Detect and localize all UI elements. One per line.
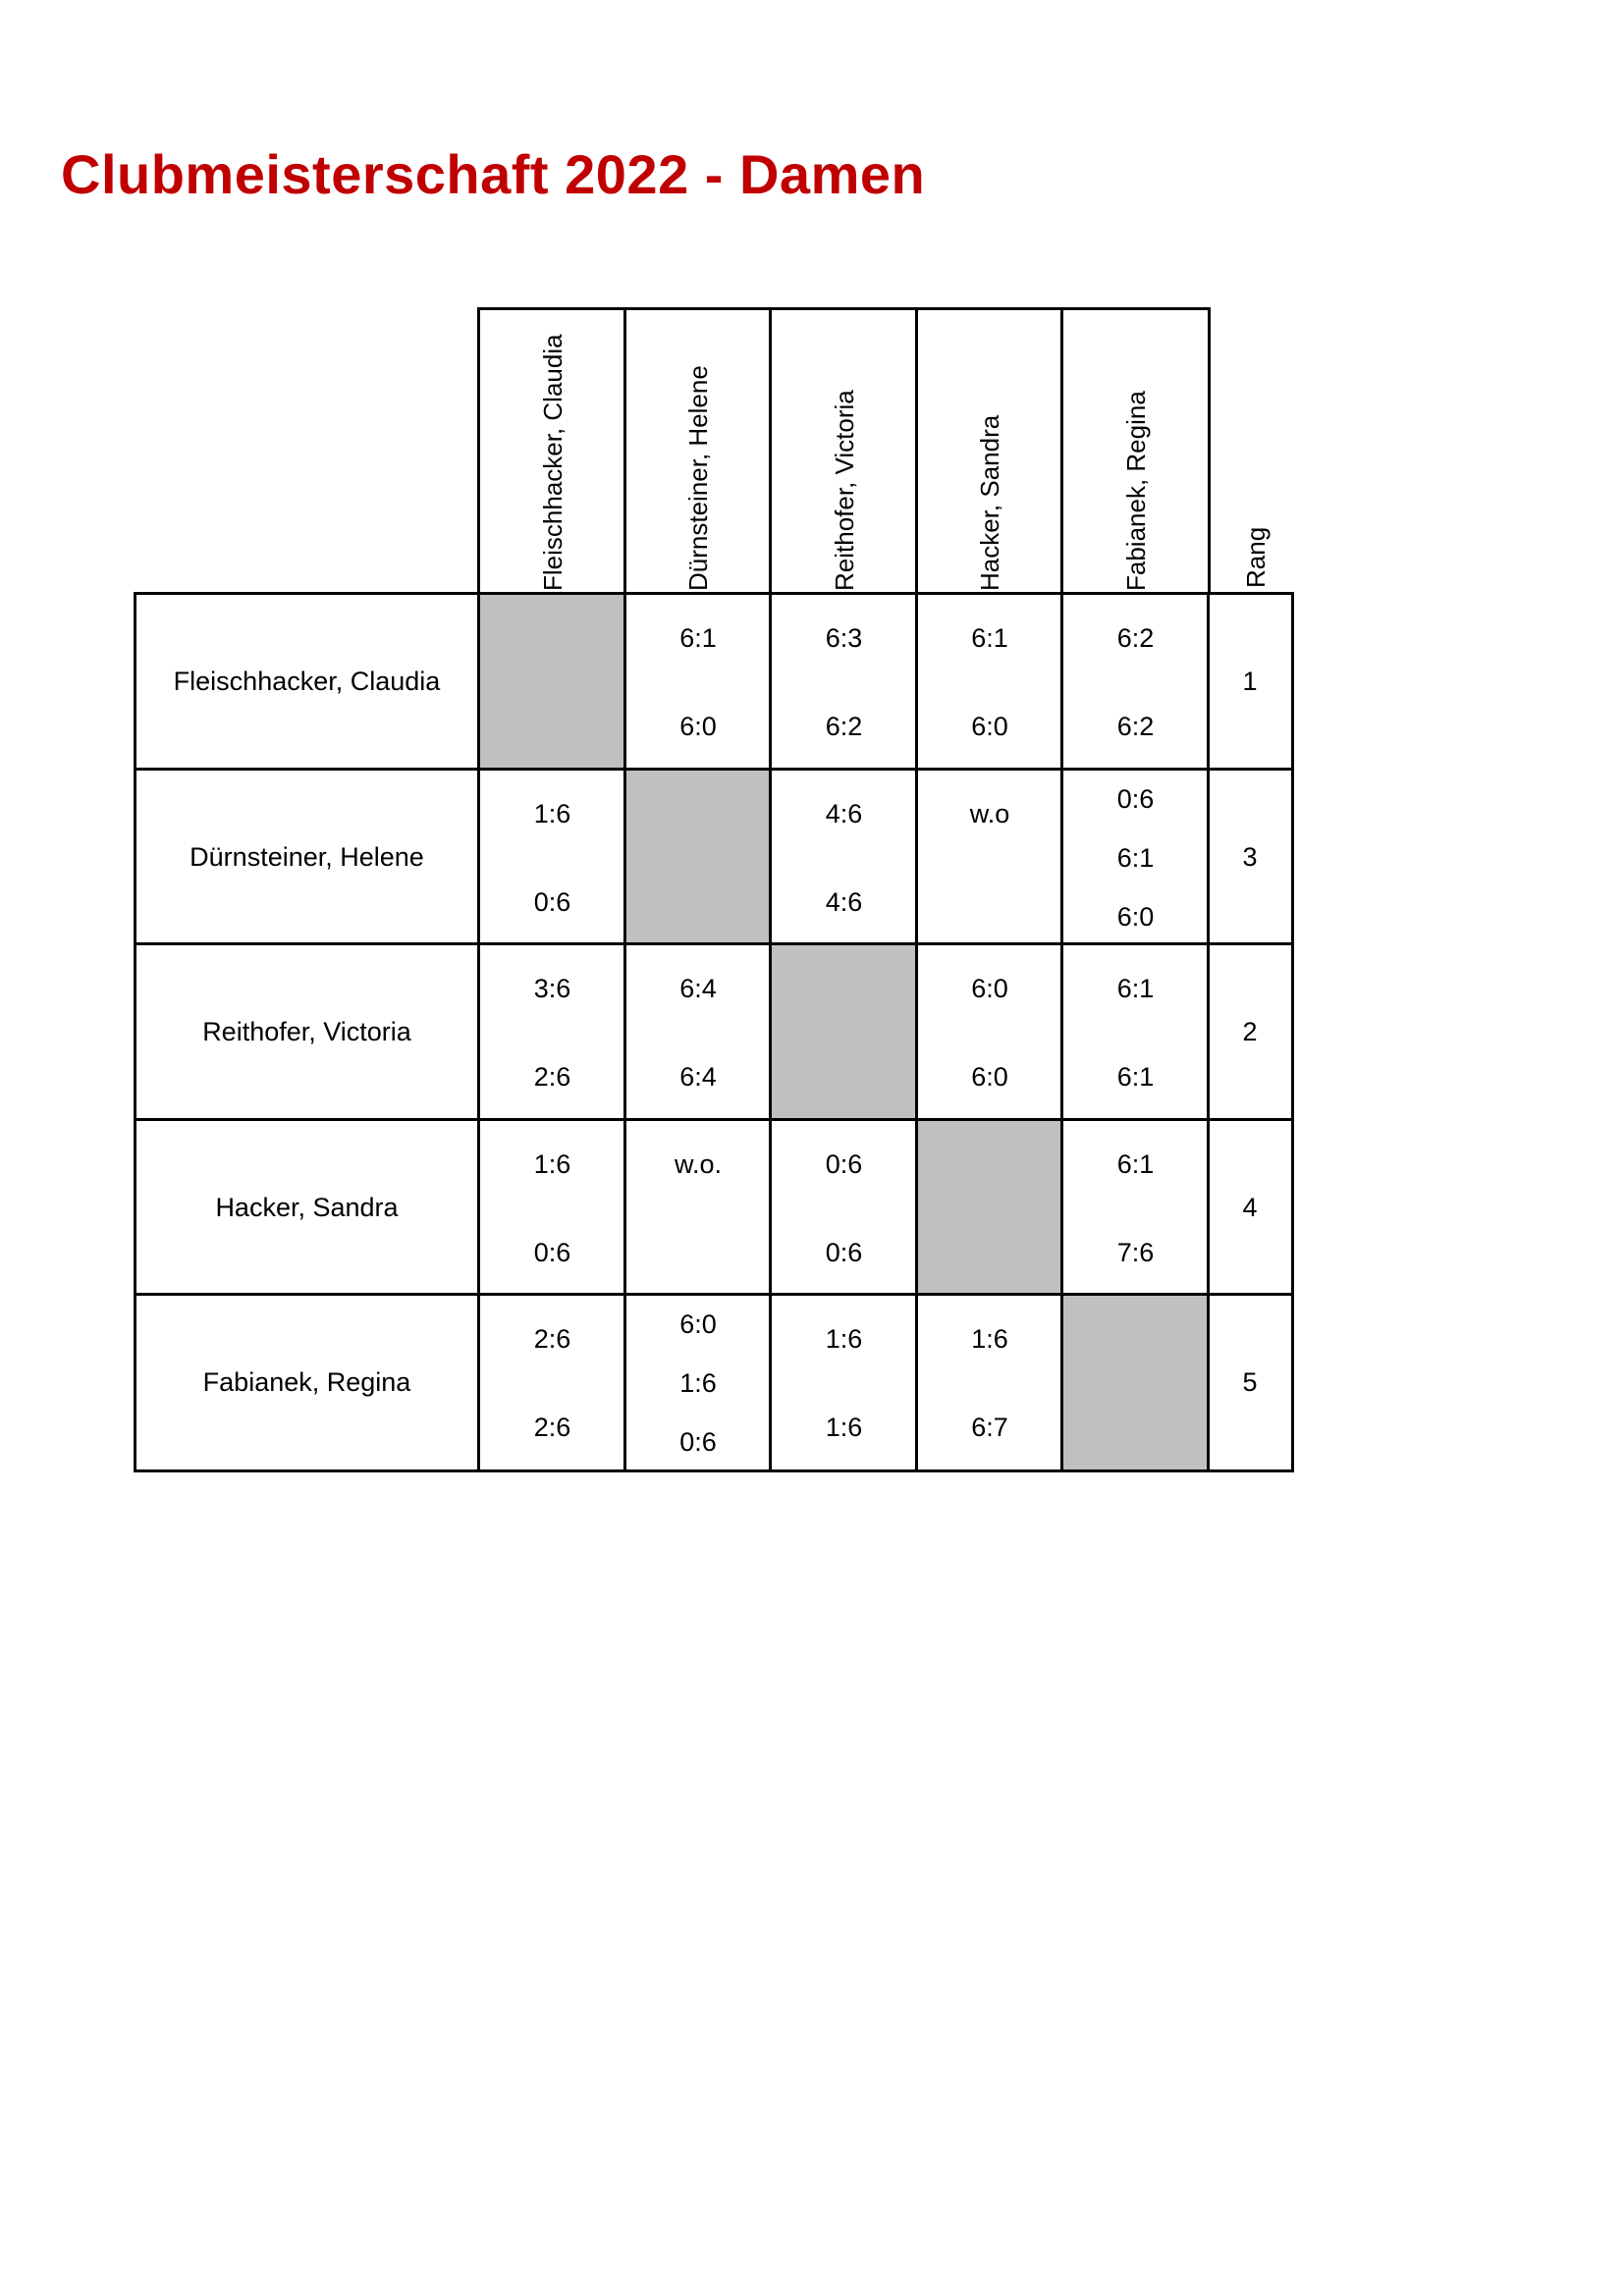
player-name: Fleischhacker, Claudia bbox=[173, 667, 441, 696]
set-score: 6:1 bbox=[1116, 842, 1155, 873]
column-header-label: Fleischhacker, Claudia bbox=[537, 334, 568, 591]
set-score: 1:6 bbox=[533, 798, 571, 828]
player-name-cell bbox=[134, 592, 480, 772]
set-score: 6:4 bbox=[679, 1062, 717, 1092]
set-score: 6:1 bbox=[679, 623, 717, 653]
column-header-label: Dürnsteiner, Helene bbox=[683, 365, 713, 591]
column-header-label: Fabianek, Regina bbox=[1120, 391, 1151, 591]
set-score: 6:2 bbox=[1116, 623, 1155, 653]
score-cell bbox=[915, 1293, 1065, 1472]
score-cell bbox=[769, 592, 919, 772]
set-score: 0:6 bbox=[825, 1148, 863, 1179]
score-cell bbox=[915, 768, 1065, 947]
set-score: 4:6 bbox=[825, 886, 863, 917]
set-score: 1:6 bbox=[825, 1324, 863, 1354]
set-score: 2:6 bbox=[533, 1062, 571, 1092]
set-score: 6:7 bbox=[971, 1413, 1008, 1442]
score-cell bbox=[477, 768, 627, 947]
set-score: 6:0 bbox=[971, 1062, 1008, 1092]
set-score: 1:6 bbox=[971, 1324, 1008, 1354]
player-name-cell bbox=[134, 942, 480, 1122]
column-header bbox=[1060, 307, 1211, 595]
self-match-cell bbox=[769, 942, 919, 1122]
rank-cell bbox=[1207, 768, 1294, 947]
set-score: 4:6 bbox=[825, 798, 863, 828]
set-score: 6:2 bbox=[825, 712, 863, 741]
rank-value: 2 bbox=[1242, 1017, 1258, 1046]
score-cell bbox=[477, 1118, 627, 1298]
score-cell bbox=[623, 592, 774, 772]
set-score: 6:1 bbox=[1116, 974, 1155, 1003]
column-header bbox=[477, 307, 627, 595]
score-cell bbox=[915, 592, 1065, 772]
set-score: 6:0 bbox=[679, 1309, 717, 1339]
score-cell bbox=[1060, 768, 1211, 947]
set-score: 0:6 bbox=[533, 1237, 571, 1267]
self-match-cell bbox=[623, 768, 774, 947]
self-match-cell bbox=[915, 1118, 1065, 1298]
column-header-label: Reithofer, Victoria bbox=[829, 390, 859, 591]
player-name: Dürnsteiner, Helene bbox=[189, 841, 424, 872]
score-cell bbox=[623, 1293, 774, 1472]
score-cell bbox=[1060, 592, 1211, 772]
rank-header bbox=[1214, 307, 1298, 592]
rank-value: 3 bbox=[1242, 841, 1258, 872]
set-score: 6:0 bbox=[971, 974, 1008, 1003]
self-match-cell bbox=[477, 592, 627, 772]
player-name: Fabianek, Regina bbox=[202, 1367, 411, 1397]
rank-value: 5 bbox=[1242, 1367, 1258, 1397]
rank-value: 4 bbox=[1242, 1192, 1258, 1222]
column-header-label: Hacker, Sandra bbox=[975, 414, 1004, 591]
set-score: 0:6 bbox=[825, 1237, 863, 1267]
score-cell bbox=[769, 1293, 919, 1472]
rank-header-label: Rang bbox=[1241, 526, 1271, 588]
set-score: w.o. bbox=[674, 1148, 723, 1179]
column-header bbox=[915, 307, 1065, 595]
score-cell bbox=[477, 1293, 627, 1472]
player-name: Hacker, Sandra bbox=[215, 1192, 399, 1222]
score-cell bbox=[769, 768, 919, 947]
set-score: 1:6 bbox=[825, 1413, 863, 1442]
score-cell bbox=[477, 942, 627, 1122]
set-score: 0:6 bbox=[1116, 783, 1155, 814]
set-score: 2:6 bbox=[533, 1413, 571, 1442]
player-name: Reithofer, Victoria bbox=[202, 1017, 411, 1046]
set-score: 1:6 bbox=[679, 1368, 717, 1398]
score-cell bbox=[915, 942, 1065, 1122]
set-score: 6:2 bbox=[1116, 712, 1155, 741]
set-score: 2:6 bbox=[533, 1324, 571, 1354]
set-score: 6:1 bbox=[971, 623, 1008, 653]
set-score: 6:4 bbox=[679, 974, 717, 1003]
self-match-cell bbox=[1060, 1293, 1211, 1472]
set-score: 6:0 bbox=[971, 712, 1008, 741]
set-score: 1:6 bbox=[533, 1148, 571, 1179]
score-cell bbox=[1060, 942, 1211, 1122]
set-score: 6:1 bbox=[1116, 1148, 1155, 1179]
page-title: Clubmeisterschaft 2022 - Damen bbox=[61, 143, 926, 205]
column-header bbox=[769, 307, 919, 595]
score-cell bbox=[623, 942, 774, 1122]
set-score: 6:3 bbox=[825, 623, 863, 653]
set-score: 3:6 bbox=[533, 974, 571, 1003]
set-score: 7:6 bbox=[1116, 1237, 1155, 1267]
rank-cell bbox=[1207, 1118, 1294, 1298]
set-score: 0:6 bbox=[679, 1427, 717, 1457]
set-score: 6:1 bbox=[1116, 1062, 1155, 1092]
score-cell bbox=[1060, 1118, 1211, 1298]
set-score: 6:0 bbox=[1116, 901, 1155, 932]
score-cell bbox=[769, 1118, 919, 1298]
set-score: w.o bbox=[969, 798, 1010, 828]
set-score: 6:0 bbox=[679, 712, 717, 741]
player-name-cell bbox=[134, 1293, 480, 1472]
column-header bbox=[623, 307, 774, 595]
rank-cell bbox=[1207, 1293, 1294, 1472]
set-score: 0:6 bbox=[533, 886, 571, 917]
player-name-cell bbox=[134, 768, 480, 947]
rank-value: 1 bbox=[1242, 667, 1258, 696]
player-name-cell bbox=[134, 1118, 480, 1298]
rank-cell bbox=[1207, 942, 1294, 1122]
rank-cell bbox=[1207, 592, 1294, 772]
score-cell bbox=[623, 1118, 774, 1298]
